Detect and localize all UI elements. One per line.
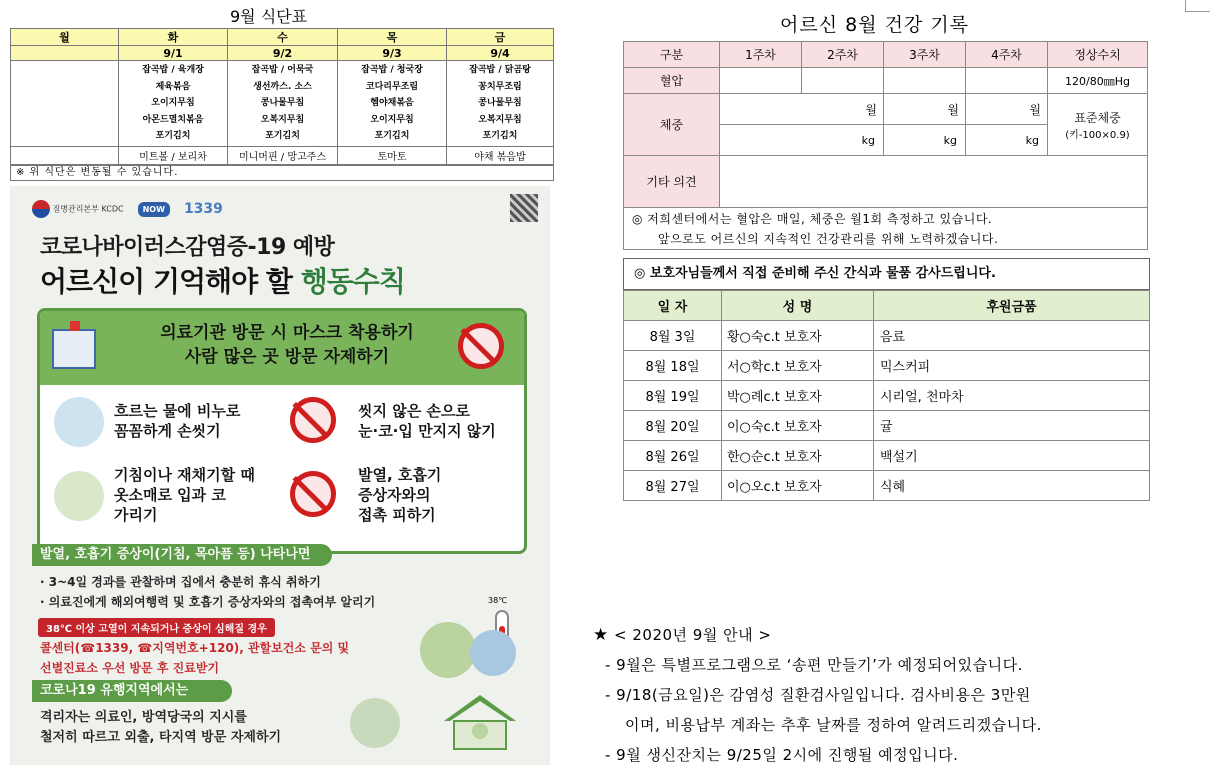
menu-item: 포기김치 — [265, 131, 300, 141]
donation-item: 믹스커피 — [874, 351, 1150, 381]
region-bullets — [40, 708, 281, 748]
menu-day: 목 — [338, 29, 447, 46]
health-header: 2주차 — [802, 42, 884, 68]
donation-name: 이○오c.t 보호자 — [722, 471, 874, 501]
donation-name: 박○례c.t 보호자 — [722, 381, 874, 411]
donation-name: 이○숙c.t 보호자 — [722, 411, 874, 441]
menu-items-mon — [11, 61, 119, 147]
etc-value — [720, 156, 1148, 208]
menu-item: 제육볶음 — [155, 81, 191, 92]
tip-line: 옷소매로 입과 코 — [114, 486, 226, 504]
callcenter-line: 콜센터(☎1339, ☎지역번호+120), 관할보건소 문의 및 — [40, 641, 350, 655]
menu-snack — [11, 147, 119, 165]
std-weight-label: 표준체중 — [1074, 110, 1121, 125]
menu-dates-row — [11, 46, 554, 61]
donation-item: 백설기 — [874, 441, 1150, 471]
menu-item: 포기김치 — [374, 131, 410, 141]
etc-row — [624, 156, 1148, 208]
menu-date: 9/4 — [447, 46, 554, 61]
menu-item: 생선까스. 소스 — [253, 81, 312, 92]
donation-date: 8월 3일 — [624, 321, 722, 351]
donation-name: 서○학c.t 보호자 — [722, 351, 874, 381]
health-note — [623, 208, 1148, 250]
donation-header: 성 명 — [722, 291, 874, 321]
donation-date: 8월 26일 — [624, 441, 722, 471]
table-row — [624, 351, 1150, 381]
menu-item: 포기김치 — [482, 131, 518, 141]
notice-line: 이며, 비용납부 계좌는 추후 날짜를 정하여 알려드리겠습니다. — [625, 716, 1042, 734]
tip-line: 접촉 피하기 — [358, 506, 436, 524]
cough-sleeve-icon — [54, 471, 104, 521]
health-header: 3주차 — [884, 42, 966, 68]
menu-snack: 미니머핀 / 망고주스 — [228, 147, 338, 165]
health-header: 1주차 — [720, 42, 802, 68]
bullet-item: · 3~4일 경과를 관찰하며 집에서 충분히 휴식 취하기 — [40, 575, 321, 589]
table-row — [624, 441, 1150, 471]
bullet-item: 철저히 따르고 외출, 타지역 방문 자제하기 — [40, 730, 282, 745]
no-touch-face-icon — [290, 397, 336, 443]
no-crowd-icon — [458, 323, 504, 369]
page-corner-mark — [1185, 0, 1210, 12]
menu-item: 잡곡밥 / 어묵국 — [251, 65, 314, 75]
quarantine-person-icon — [350, 698, 400, 748]
donation-item: 식혜 — [874, 471, 1150, 501]
symptom-bullets — [40, 572, 375, 612]
tip-line: 씻지 않은 손으로 — [358, 402, 470, 420]
notice-line: - 9/18(금요일)은 감염성 질환검사일입니다. 검사비용은 3만원 — [605, 686, 1031, 704]
menu-days-row — [11, 29, 554, 46]
poster-logos — [32, 200, 223, 218]
fever-tag: 38℃ 이상 고열이 지속되거나 증상이 심해질 경우 — [38, 618, 275, 637]
menu-item: 잡곡밥 / 닭곰탕 — [469, 65, 531, 75]
menu-date: 9/2 — [228, 46, 338, 61]
health-note-line: ◎ 저희센터에서는 혈압은 매일, 체중은 월1회 측정하고 있습니다. — [632, 212, 993, 226]
donation-date: 8월 18일 — [624, 351, 722, 381]
donation-name: 한○순c.t 보호자 — [722, 441, 874, 471]
notice-title-line — [593, 620, 1042, 650]
menu-item: 콩나물무침 — [478, 98, 522, 108]
tips-box-header — [40, 311, 524, 385]
kcdc-emblem-icon — [32, 200, 50, 218]
mask-tip-line2: 사람 많은 곳 방문 자제하기 — [184, 347, 390, 367]
health-header: 정상수치 — [1048, 42, 1148, 68]
tip-line: 눈·코·입 만지지 않기 — [358, 422, 496, 440]
health-title: 어르신 8월 건강 기록 — [780, 14, 970, 36]
poster-title-text: 어르신이 기억해야 할 — [40, 265, 301, 298]
menu-item: 콩나물무침 — [260, 98, 305, 108]
poster-title — [40, 260, 405, 300]
menu-item: 오복지무침 — [478, 114, 522, 125]
menu-table — [10, 28, 554, 165]
weight-label: 체중 — [624, 94, 720, 156]
house-icon — [440, 691, 520, 751]
donation-header-row — [624, 291, 1150, 321]
kg-cell: kg — [966, 125, 1048, 156]
etc-label: 기타 의견 — [624, 156, 720, 208]
menu-item: 잡곡밥 / 청국장 — [361, 65, 423, 75]
tip-line: 기침이나 재채기할 때 — [114, 466, 255, 484]
std-weight-formula: (키-100×0.9) — [1065, 129, 1130, 141]
tip-no-touch — [358, 401, 496, 441]
bp-cell — [966, 68, 1048, 94]
health-header: 4주차 — [966, 42, 1048, 68]
menu-title: 9월 식단표 — [230, 7, 308, 26]
menu-item: 아몬드멸치볶음 — [142, 114, 204, 125]
menu-item: 포기김치 — [155, 131, 191, 141]
tip-avoid-contact — [358, 465, 441, 525]
menu-item: 오이지무침 — [370, 114, 414, 125]
table-row — [624, 381, 1150, 411]
bullet-item: 격리자는 의료인, 방역당국의 지시를 — [40, 710, 247, 725]
tip-line: 흐르는 물에 비누로 — [114, 402, 241, 420]
menu-date: 9/1 — [119, 46, 228, 61]
health-header-row — [624, 42, 1148, 68]
health-header: 구분 — [624, 42, 720, 68]
hotline-logo: 1339 — [183, 201, 223, 217]
donation-date: 8월 20일 — [624, 411, 722, 441]
bp-cell — [884, 68, 966, 94]
tip-line: 가리기 — [114, 506, 158, 524]
doctor-icon — [470, 630, 516, 676]
kcdc-logo — [32, 200, 124, 218]
tip-line: 꼼꼼하게 손씻기 — [114, 422, 221, 440]
callcenter-text — [40, 638, 349, 678]
donation-date: 8월 19일 — [624, 381, 722, 411]
weight-row-month — [624, 94, 1148, 125]
bp-cell — [720, 68, 802, 94]
menu-day: 금 — [447, 29, 554, 46]
donation-heading: ◎ 보호자님들께서 직접 준비해 주신 간식과 물품 감사드립니다. — [623, 258, 1150, 290]
donation-header: 후원금품 — [874, 291, 1150, 321]
menu-day: 수 — [228, 29, 338, 46]
donation-table — [623, 290, 1150, 501]
table-row — [624, 471, 1150, 501]
table-row — [624, 411, 1150, 441]
std-weight — [1048, 94, 1148, 156]
month-cell: 월 — [966, 94, 1048, 125]
menu-items-tue — [119, 61, 228, 147]
menu-item: 잡곡밥 / 육개장 — [142, 65, 204, 75]
tip-line: 발열, 호흡기 — [358, 466, 442, 484]
bp-label: 혈압 — [624, 68, 720, 94]
menu-date: 9/3 — [338, 46, 447, 61]
notice-line: - 9월 생신잔치는 9/25일 2시에 진행될 예정입니다. — [605, 746, 959, 764]
notice-title: < 2020년 9월 안내 > — [614, 626, 772, 644]
menu-item: 오이지무침 — [151, 98, 195, 108]
kg-cell: kg — [884, 125, 966, 156]
menu-snack: 야채 볶음밥 — [447, 147, 554, 165]
callcenter-line: 선별진료소 우선 방문 후 진료받기 — [40, 661, 220, 675]
now-badge: NOW — [138, 202, 170, 217]
menu-snack-row — [11, 147, 554, 165]
menu-item: 꽁치무조림 — [478, 81, 522, 92]
notice-line: - 9월은 특별프로그램으로 ‘송편 만들기’가 예정되어있습니다. — [605, 656, 1023, 674]
kg-cell: kg — [720, 125, 884, 156]
no-contact-icon — [290, 471, 336, 517]
menu-note: ※ 위 식단은 변동될 수 있습니다. — [10, 165, 554, 181]
poster-title-highlight: 행동수칙 — [300, 265, 405, 298]
menu-day: 월 — [11, 29, 119, 46]
menu-item: 코다리무조림 — [365, 81, 419, 92]
handwash-icon — [54, 397, 104, 447]
tip-line: 증상자와의 — [358, 486, 431, 504]
tip-handwash — [114, 401, 240, 441]
donation-date: 8월 27일 — [624, 471, 722, 501]
menu-day: 화 — [119, 29, 228, 46]
covid-poster — [10, 186, 550, 765]
menu-date — [11, 46, 119, 61]
thermo-label: 38℃ — [488, 596, 508, 605]
star-icon: ★ — [593, 625, 609, 645]
bullet-item: · 의료진에게 해외여행력 및 호흡기 증상자와의 접촉여부 알리기 — [40, 595, 376, 609]
donation-item: 음료 — [874, 321, 1150, 351]
menu-item: 오복지무침 — [260, 114, 305, 125]
bp-normal: 120/80㎜Hg — [1048, 68, 1148, 94]
donation-item: 귤 — [874, 411, 1150, 441]
menu-items-fri — [447, 61, 554, 147]
menu-items-thu — [338, 61, 447, 147]
bp-cell — [802, 68, 884, 94]
menu-snack: 토마토 — [338, 147, 447, 165]
menu-items-row — [11, 61, 554, 147]
month-cell: 월 — [884, 94, 966, 125]
mask-tip — [122, 321, 452, 369]
elderly-person-icon — [420, 622, 476, 678]
health-note-line: 앞으로도 어르신의 지속적인 건강관리를 위해 노력하겠습니다. — [658, 232, 999, 246]
table-row — [624, 321, 1150, 351]
qr-code-icon — [510, 194, 538, 222]
donation-item: 시리얼, 천마차 — [874, 381, 1150, 411]
menu-item: 헴야채볶음 — [370, 98, 414, 108]
region-section-bar: 코로나19 유행지역에서는 — [32, 680, 232, 702]
poster-subtitle: 코로나바이러스감염증-19 예방 — [40, 235, 335, 260]
month-cell: 월 — [720, 94, 884, 125]
mask-tip-line1: 의료기관 방문 시 마스크 착용하기 — [160, 323, 414, 343]
donation-header: 일 자 — [624, 291, 722, 321]
symptom-section-bar: 발열, 호흡기 증상이(기침, 목아픔 등) 나타나면 — [32, 544, 332, 566]
september-notice — [593, 620, 1042, 765]
menu-items-wed — [228, 61, 338, 147]
health-table — [623, 41, 1148, 208]
donation-name: 황○숙c.t 보호자 — [722, 321, 874, 351]
tips-box — [37, 308, 527, 554]
bp-row — [624, 68, 1148, 94]
hospital-icon — [52, 329, 96, 369]
menu-snack: 미트볼 / 보리차 — [119, 147, 228, 165]
tip-cough — [114, 465, 255, 525]
kcdc-label: 질병관리본부 KCDC — [52, 204, 124, 214]
